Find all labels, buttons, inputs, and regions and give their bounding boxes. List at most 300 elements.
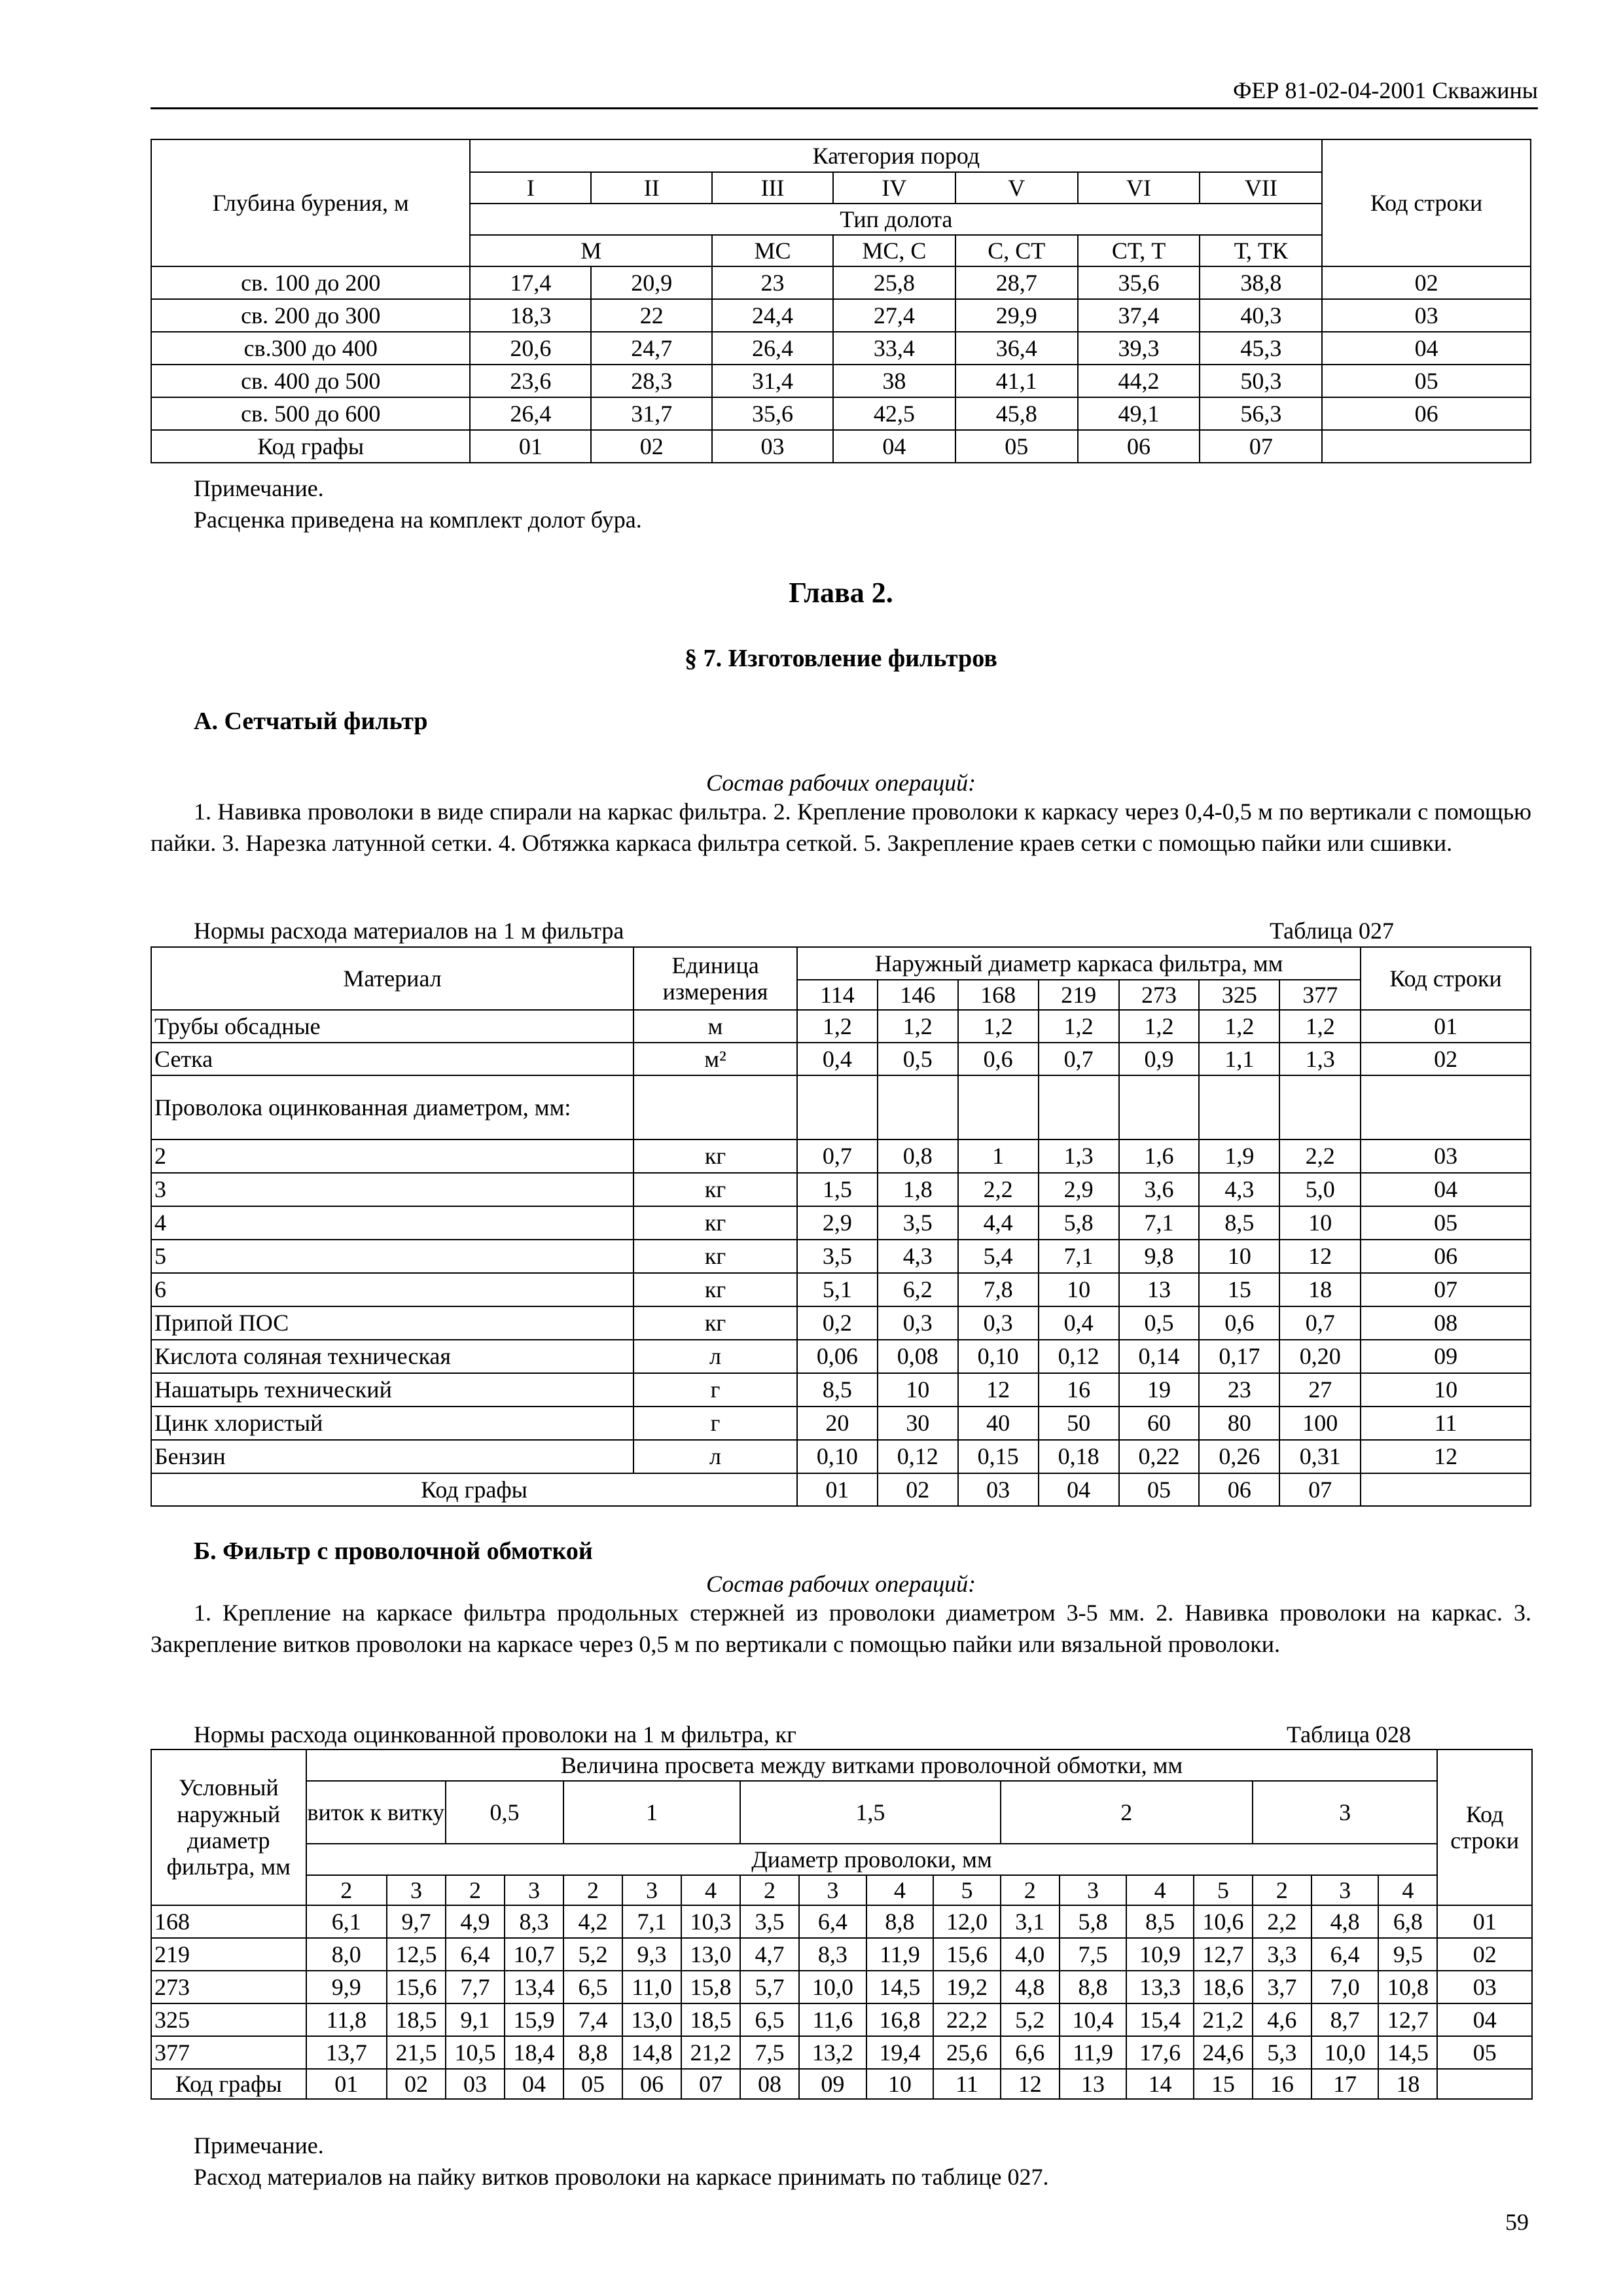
value-cell: 15,9 <box>505 2003 563 2036</box>
table-row <box>151 365 1531 397</box>
wire-diameter-cell: 3 <box>505 1875 563 1905</box>
value-cell: 8,5 <box>1126 1905 1194 1938</box>
table-row <box>151 1373 1531 1407</box>
filter-diameter: 219 <box>151 1938 306 1971</box>
value-cell: 10 <box>1039 1273 1119 1306</box>
value-cell: 10,3 <box>681 1905 740 1938</box>
value-cell: 11,9 <box>1060 2036 1127 2069</box>
running-header <box>151 73 1538 109</box>
value-cell: 3,5 <box>878 1206 958 1240</box>
value-cell: 31,7 <box>591 397 712 430</box>
section-title: § 7. Изготовление фильтров <box>685 645 997 672</box>
value-cell: 24,4 <box>712 299 833 332</box>
column-code: 03 <box>958 1473 1039 1506</box>
row-code: 06 <box>1322 397 1531 430</box>
column-code: 01 <box>306 2069 387 2099</box>
value-cell: 13,4 <box>505 1971 563 2003</box>
empty-cell <box>1279 1075 1361 1139</box>
table-row <box>151 1139 1531 1173</box>
value-cell: 0,8 <box>878 1139 958 1173</box>
value-cell: 29,9 <box>955 299 1078 332</box>
value-cell: 4,0 <box>1001 1938 1060 1971</box>
value-cell: 0,22 <box>1119 1440 1200 1473</box>
table-row <box>151 1340 1531 1373</box>
column-code: 04 <box>505 2069 563 2099</box>
value-cell: 4,8 <box>1311 1905 1379 1938</box>
column-code: 07 <box>1279 1473 1361 1506</box>
value-cell: 10,8 <box>1378 1971 1437 2003</box>
row-code: 04 <box>1437 2003 1532 2036</box>
value-cell: 10,0 <box>799 1971 866 2003</box>
value-cell: 0,3 <box>878 1306 958 1340</box>
value-cell: 1,2 <box>1039 1010 1119 1043</box>
header-row <box>151 139 1531 172</box>
value-cell: 6,5 <box>563 1971 622 2003</box>
value-cell: 5,4 <box>958 1240 1039 1273</box>
empty-cell <box>878 1075 958 1139</box>
value-cell: 50 <box>1039 1407 1119 1440</box>
value-cell: 1,1 <box>1199 1043 1279 1075</box>
value-cell: 18,3 <box>470 299 591 332</box>
row-code: 04 <box>1322 332 1531 365</box>
table-row <box>151 299 1531 332</box>
value-cell: 7,5 <box>1060 1938 1127 1971</box>
empty-cell <box>1361 1075 1531 1139</box>
category-cell: II <box>591 172 712 204</box>
value-cell: 12 <box>1279 1240 1361 1273</box>
bit-type-cell: Т, ТК <box>1200 235 1322 266</box>
value-cell: 7,8 <box>958 1273 1039 1306</box>
column-code-row <box>151 430 1531 463</box>
wire-diameter-cell: 2 <box>306 1875 387 1905</box>
value-cell: 0,7 <box>797 1139 878 1173</box>
unit-cell: м <box>633 1010 797 1043</box>
value-cell: 1,6 <box>1119 1139 1200 1173</box>
column-code: 02 <box>387 2069 446 2099</box>
value-cell: 13 <box>1119 1273 1200 1306</box>
value-cell: 18,6 <box>1194 1971 1253 2003</box>
value-cell: 4,4 <box>958 1206 1039 1240</box>
empty-cell <box>1322 430 1531 463</box>
value-cell: 6,4 <box>799 1905 866 1938</box>
row-code: 09 <box>1361 1340 1531 1373</box>
value-cell: 4,8 <box>1001 1971 1060 2003</box>
material-name: Припой ПОС <box>151 1306 633 1340</box>
value-cell: 5,0 <box>1279 1173 1361 1206</box>
value-cell: 17,4 <box>470 266 591 299</box>
value-cell: 2,9 <box>797 1206 878 1240</box>
value-cell: 11,9 <box>866 1938 934 1971</box>
value-cell: 8,0 <box>306 1938 387 1971</box>
page-number: 59 <box>1505 2209 1529 2235</box>
value-cell: 3,7 <box>1253 1971 1311 2003</box>
depth-label: св. 100 до 200 <box>151 266 470 299</box>
value-cell: 0,26 <box>1199 1440 1279 1473</box>
value-cell: 5,8 <box>1060 1905 1127 1938</box>
value-cell: 11,8 <box>306 2003 387 2036</box>
table-row <box>151 1043 1531 1075</box>
wire-diameter-cell: 2 <box>1253 1875 1311 1905</box>
value-cell: 7,1 <box>622 1905 681 1938</box>
empty-cell <box>1119 1075 1200 1139</box>
value-cell: 0,6 <box>958 1043 1039 1075</box>
value-cell: 7,1 <box>1039 1240 1119 1273</box>
value-cell: 40,3 <box>1200 299 1322 332</box>
value-cell: 12 <box>958 1373 1039 1407</box>
value-cell: 10 <box>878 1373 958 1407</box>
value-cell: 27 <box>1279 1373 1361 1407</box>
value-cell: 6,8 <box>1378 1905 1437 1938</box>
value-cell: 0,10 <box>958 1340 1039 1373</box>
row-code: 08 <box>1361 1306 1531 1340</box>
value-cell: 20,9 <box>591 266 712 299</box>
subsection-a-title: А. Сетчатый фильтр <box>194 708 428 735</box>
table-027 <box>151 946 1531 1507</box>
value-cell: 5,8 <box>1039 1206 1119 1240</box>
wire-diameter-cell: 2 <box>1001 1875 1060 1905</box>
value-cell: 12,7 <box>1378 2003 1437 2036</box>
gap-header: Величина просвета между витками проволочной обмотки, мм <box>306 1749 1438 1781</box>
value-cell: 21,2 <box>1194 2003 1253 2036</box>
unit-cell: кг <box>633 1240 797 1273</box>
value-cell: 6,6 <box>1001 2036 1060 2069</box>
value-cell: 4,3 <box>878 1240 958 1273</box>
code-header: Код строки <box>1437 1749 1532 1905</box>
material-name: 2 <box>151 1139 633 1173</box>
value-cell: 0,12 <box>1039 1340 1119 1373</box>
wire-diameter-header: Диаметр проволоки, мм <box>306 1844 1438 1875</box>
value-cell: 14,5 <box>1378 2036 1437 2069</box>
bit-type-cell: М <box>470 235 712 266</box>
value-cell: 11,0 <box>622 1971 681 2003</box>
value-cell: 5,3 <box>1253 2036 1311 2069</box>
bit-type-cell: МС, С <box>833 235 955 266</box>
value-cell: 8,7 <box>1311 2003 1379 2036</box>
value-cell: 21,2 <box>681 2036 740 2069</box>
table-row <box>151 1173 1531 1206</box>
value-cell: 10,6 <box>1194 1905 1253 1938</box>
depth-header: Глубина бурения, м <box>151 139 470 266</box>
wire-header-row <box>151 1844 1532 1875</box>
value-cell: 3,1 <box>1001 1905 1060 1938</box>
row-code: 06 <box>1361 1240 1531 1273</box>
note-1-title: Примечание. <box>194 475 324 501</box>
value-cell: 12,5 <box>387 1938 446 1971</box>
value-cell: 7,1 <box>1119 1206 1200 1240</box>
column-code: 08 <box>740 2069 799 2099</box>
value-cell: 45,3 <box>1200 332 1322 365</box>
subsection-b-title: Б. Фильтр с проволочной обмоткой <box>194 1537 593 1565</box>
table-row <box>151 397 1531 430</box>
value-cell: 15,6 <box>387 1971 446 2003</box>
row-code: 11 <box>1361 1407 1531 1440</box>
value-cell: 19,2 <box>933 1971 1001 2003</box>
unit-cell: кг <box>633 1206 797 1240</box>
value-cell: 2,2 <box>1279 1139 1361 1173</box>
wire-diameter-cell: 3 <box>799 1875 866 1905</box>
wire-group-label: Проволока оцинкованная диаметром, мм: <box>151 1075 633 1139</box>
row-code: 02 <box>1322 266 1531 299</box>
value-cell: 4,6 <box>1253 2003 1311 2036</box>
table-028-caption: Нормы расхода оцинкованной проволоки на 1 м фильтра, кг <box>194 1721 796 1748</box>
value-cell: 1 <box>958 1139 1039 1173</box>
value-cell: 5,2 <box>563 1938 622 1971</box>
value-cell: 28,3 <box>591 365 712 397</box>
wire-diameter-cell: 2 <box>740 1875 799 1905</box>
value-cell: 0,7 <box>1039 1043 1119 1075</box>
value-cell: 12,7 <box>1194 1938 1253 1971</box>
unit-cell: л <box>633 1340 797 1373</box>
value-cell: 4,7 <box>740 1938 799 1971</box>
code-header: Код строки <box>1322 139 1531 266</box>
wire-diameter-cell: 3 <box>1311 1875 1379 1905</box>
value-cell: 10,7 <box>505 1938 563 1971</box>
value-cell: 6,4 <box>1311 1938 1379 1971</box>
diameter-cell: 273 <box>1119 980 1200 1010</box>
value-cell: 0,2 <box>797 1306 878 1340</box>
row-code: 03 <box>1437 1971 1532 2003</box>
value-cell: 44,2 <box>1078 365 1200 397</box>
value-cell: 8,8 <box>1060 1971 1127 2003</box>
value-cell: 45,8 <box>955 397 1078 430</box>
value-cell: 42,5 <box>833 397 955 430</box>
category-cell: VI <box>1078 172 1200 204</box>
value-cell: 23 <box>1199 1373 1279 1407</box>
value-cell: 5,1 <box>797 1273 878 1306</box>
value-cell: 15 <box>1199 1273 1279 1306</box>
value-cell: 35,6 <box>712 397 833 430</box>
table-row <box>151 332 1531 365</box>
value-cell: 1,8 <box>878 1173 958 1206</box>
material-header: Материал <box>151 947 633 1010</box>
material-name: Цинк хлористый <box>151 1407 633 1440</box>
value-cell: 24,7 <box>591 332 712 365</box>
diameter-cell: 219 <box>1039 980 1119 1010</box>
empty-cell <box>1039 1075 1119 1139</box>
group-row <box>151 1075 1531 1139</box>
value-cell: 35,6 <box>1078 266 1200 299</box>
value-cell: 0,3 <box>958 1306 1039 1340</box>
value-cell: 37,4 <box>1078 299 1200 332</box>
value-cell: 10,5 <box>446 2036 505 2069</box>
value-cell: 25,6 <box>933 2036 1001 2069</box>
value-cell: 8,5 <box>797 1373 878 1407</box>
value-cell: 100 <box>1279 1407 1361 1440</box>
value-cell: 33,4 <box>833 332 955 365</box>
value-cell: 0,06 <box>797 1340 878 1373</box>
category-cell: I <box>470 172 591 204</box>
column-code: 05 <box>563 2069 622 2099</box>
filter-diameter: 273 <box>151 1971 306 2003</box>
unit-cell: л <box>633 1440 797 1473</box>
depth-label: св. 500 до 600 <box>151 397 470 430</box>
column-code: 12 <box>1001 2069 1060 2099</box>
value-cell: 26,4 <box>470 397 591 430</box>
unit-cell: кг <box>633 1139 797 1173</box>
material-name: 6 <box>151 1273 633 1306</box>
wire-diameter-cell: 4 <box>866 1875 934 1905</box>
value-cell: 39,3 <box>1078 332 1200 365</box>
gap-row <box>151 1781 1532 1844</box>
column-code: 06 <box>622 2069 681 2099</box>
row-code: 05 <box>1437 2036 1532 2069</box>
value-cell: 60 <box>1119 1407 1200 1440</box>
value-cell: 8,8 <box>866 1905 934 1938</box>
diameter-cell: 146 <box>878 980 958 1010</box>
unit-cell: г <box>633 1373 797 1407</box>
value-cell: 0,18 <box>1039 1440 1119 1473</box>
value-cell: 23 <box>712 266 833 299</box>
table-row <box>151 1905 1532 1938</box>
row-code: 12 <box>1361 1440 1531 1473</box>
diameter-cell: 114 <box>797 980 878 1010</box>
depth-label: св. 400 до 500 <box>151 365 470 397</box>
column-code: 06 <box>1199 1473 1279 1506</box>
row-code: 04 <box>1361 1173 1531 1206</box>
value-cell: 0,6 <box>1199 1306 1279 1340</box>
header-row <box>151 947 1531 980</box>
note-2-text: Расход материалов на пайку витков проволоки на каркасе принимать по таблице 027. <box>194 2164 1049 2190</box>
table-row <box>151 1407 1531 1440</box>
value-cell: 12,0 <box>933 1905 1001 1938</box>
wire-diameter-cell: 2 <box>446 1875 505 1905</box>
value-cell: 40 <box>958 1407 1039 1440</box>
value-cell: 10,0 <box>1311 2036 1379 2069</box>
row-code: 10 <box>1361 1373 1531 1407</box>
material-name: Сетка <box>151 1043 633 1075</box>
value-cell: 18,5 <box>681 2003 740 2036</box>
value-cell: 6,4 <box>446 1938 505 1971</box>
depth-label: св. 200 до 300 <box>151 299 470 332</box>
row-code: 03 <box>1322 299 1531 332</box>
drilling-rates-table <box>151 139 1531 463</box>
column-code: 13 <box>1060 2069 1127 2099</box>
value-cell: 0,4 <box>1039 1306 1119 1340</box>
value-cell: 15,4 <box>1126 2003 1194 2036</box>
value-cell: 9,1 <box>446 2003 505 2036</box>
category-cell: V <box>955 172 1078 204</box>
value-cell: 6,2 <box>878 1273 958 1306</box>
value-cell: 9,3 <box>622 1938 681 1971</box>
value-cell: 56,3 <box>1200 397 1322 430</box>
row-code: 03 <box>1361 1139 1531 1173</box>
column-code: 07 <box>1200 430 1322 463</box>
value-cell: 30 <box>878 1407 958 1440</box>
ops-text-b: 1. Крепление на каркасе фильтра продольных стержней из проволоки диаметром 3-5 мм. 2. Навивка проволоки на каркас. 3. Закрепление витков проволоки на каркасе через 0,5 м по вертикали с помощью пайки или вязальной проволоки. <box>151 1600 1531 1657</box>
gap-cell: виток к витку <box>306 1781 446 1844</box>
empty-cell <box>1361 1473 1531 1506</box>
bit-type-cell: СТ, Т <box>1078 235 1200 266</box>
row-code: 05 <box>1361 1206 1531 1240</box>
column-code-row <box>151 1473 1531 1506</box>
value-cell: 2,2 <box>958 1173 1039 1206</box>
value-cell: 0,9 <box>1119 1043 1200 1075</box>
bit-type-cell: С, СТ <box>955 235 1078 266</box>
value-cell: 8,3 <box>505 1905 563 1938</box>
column-code: 06 <box>1078 430 1200 463</box>
column-code: 03 <box>446 2069 505 2099</box>
column-code: 14 <box>1126 2069 1194 2099</box>
value-cell: 24,6 <box>1194 2036 1253 2069</box>
value-cell: 1,2 <box>1199 1010 1279 1043</box>
table-row <box>151 2036 1532 2069</box>
ops-title-b: Состав рабочих операций: <box>705 1571 976 1597</box>
rock-category-header: Категория пород <box>470 139 1322 172</box>
material-name: Трубы обсадные <box>151 1010 633 1043</box>
column-code: 16 <box>1253 2069 1311 2099</box>
value-cell: 7,7 <box>446 1971 505 2003</box>
value-cell: 49,1 <box>1078 397 1200 430</box>
value-cell: 14,8 <box>622 2036 681 2069</box>
value-cell: 0,20 <box>1279 1340 1361 1373</box>
code-header: Код строки <box>1361 947 1531 1010</box>
column-code-row <box>151 2069 1532 2099</box>
diameter-cell: 377 <box>1279 980 1361 1010</box>
gap-cell: 0,5 <box>446 1781 563 1844</box>
row-code: 02 <box>1361 1043 1531 1075</box>
filter-diameter: 377 <box>151 2036 306 2069</box>
gap-cell: 1 <box>563 1781 740 1844</box>
value-cell: 1,2 <box>1279 1010 1361 1043</box>
gap-cell: 1,5 <box>740 1781 1001 1844</box>
value-cell: 0,4 <box>797 1043 878 1075</box>
ops-title-a: Состав рабочих операций: <box>705 770 976 796</box>
value-cell: 16 <box>1039 1373 1119 1407</box>
chapter-title: Глава 2. <box>789 577 893 609</box>
column-code: 01 <box>470 430 591 463</box>
value-cell: 16,8 <box>866 2003 934 2036</box>
table-row <box>151 1306 1531 1340</box>
value-cell: 3,5 <box>797 1240 878 1273</box>
value-cell: 0,12 <box>878 1440 958 1473</box>
gap-cell: 2 <box>1001 1781 1253 1844</box>
value-cell: 14,5 <box>866 1971 934 2003</box>
category-cell: III <box>712 172 833 204</box>
column-code: 09 <box>799 2069 866 2099</box>
value-cell: 1,3 <box>1279 1043 1361 1075</box>
column-code-label: Код графы <box>151 2069 306 2099</box>
column-code: 02 <box>878 1473 958 1506</box>
value-cell: 38,8 <box>1200 266 1322 299</box>
column-code: 05 <box>1119 1473 1200 1506</box>
value-cell: 0,10 <box>797 1440 878 1473</box>
value-cell: 1,2 <box>1119 1010 1200 1043</box>
note-2 <box>194 2130 1048 2193</box>
row-code: 07 <box>1361 1273 1531 1306</box>
value-cell: 0,17 <box>1199 1340 1279 1373</box>
column-code: 01 <box>797 1473 878 1506</box>
diameter-header: Наружный диаметр каркаса фильтра, мм <box>797 947 1361 980</box>
value-cell: 13,3 <box>1126 1971 1194 2003</box>
value-cell: 21,5 <box>387 2036 446 2069</box>
value-cell: 0,5 <box>1119 1306 1200 1340</box>
unit-header: Единица измерения <box>633 947 797 1010</box>
wire-diameter-row <box>151 1875 1532 1905</box>
table-row <box>151 1971 1532 2003</box>
column-code-label: Код графы <box>151 1473 797 1506</box>
value-cell: 28,7 <box>955 266 1078 299</box>
value-cell: 7,0 <box>1311 1971 1379 2003</box>
value-cell: 2,2 <box>1253 1905 1311 1938</box>
value-cell: 36,4 <box>955 332 1078 365</box>
material-name: Бензин <box>151 1440 633 1473</box>
value-cell: 18,4 <box>505 2036 563 2069</box>
value-cell: 27,4 <box>833 299 955 332</box>
value-cell: 10,4 <box>1060 2003 1127 2036</box>
gap-cell: 3 <box>1253 1781 1438 1844</box>
table-row <box>151 266 1531 299</box>
value-cell: 5,2 <box>1001 2003 1060 2036</box>
